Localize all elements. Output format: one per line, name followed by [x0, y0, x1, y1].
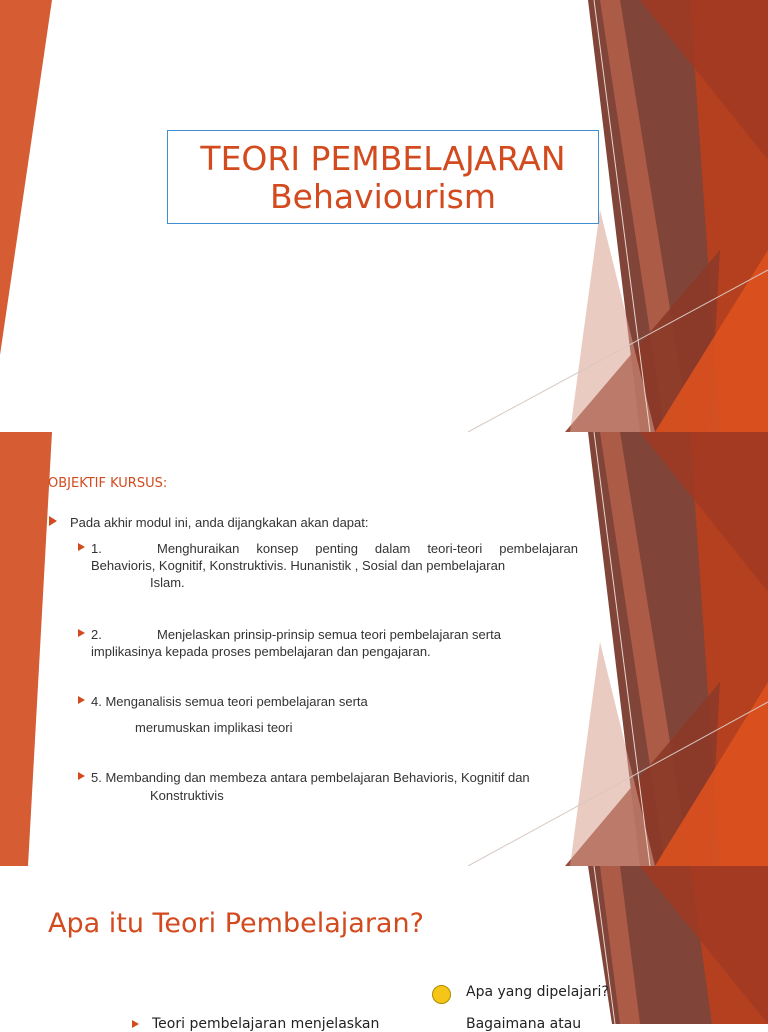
- slide-title: [0, 0, 768, 432]
- title-box: [167, 130, 599, 224]
- objective-2-body: Menjelaskan prinsip-prinsip semua teori pembelajaran serta implikasinya kepada proses pembelajaran dan pengajaran.: [91, 627, 501, 659]
- sub-bullet-icon: [78, 696, 85, 704]
- objective-1-continuation: Islam.: [150, 575, 185, 590]
- circle-bullet-icon: [432, 985, 451, 1004]
- objective-5-line2: Konstruktivis: [150, 788, 224, 803]
- objective-4-line2: merumuskan implikasi teori: [135, 720, 293, 735]
- objective-2-text: [91, 626, 571, 660]
- slide-title-line1: TEORI PEMBELAJARAN: [200, 139, 566, 178]
- slide-what-is: [0, 866, 768, 1024]
- bullet-icon: [49, 516, 57, 526]
- objective-1-number: 1.: [91, 541, 102, 556]
- slide-title-line2: Behaviourism: [270, 177, 496, 216]
- objectives-intro: Pada akhir modul ini, anda dijangkakan akan dapat:: [70, 515, 369, 530]
- objective-1-text: [91, 540, 578, 574]
- slide-decoration: [0, 866, 768, 1024]
- sub-bullet-icon: [78, 543, 85, 551]
- objective-2-number: 2.: [91, 627, 102, 642]
- objective-5-line1: 5. Membanding dan membeza antara pembelajaran Behavioris, Kognitif dan: [91, 770, 530, 785]
- sub-bullet-icon: [78, 629, 85, 637]
- objective-4-line1: 4. Menganalisis semua teori pembelajaran serta: [91, 694, 368, 709]
- cut-text-left: Teori pembelajaran menjelaskan: [152, 1016, 380, 1032]
- objectives-heading: OBJEKTIF KURSUS:: [48, 476, 168, 491]
- question-text: Apa yang dipelajari?: [466, 984, 609, 1000]
- sub-bullet-icon: [78, 772, 85, 780]
- objective-1-body: Menghuraikan konsep penting dalam teori-teori pembelajaran Behavioris, Kognitif, Konstruktivis. Hunanistik , Sosial dan pembelajaran: [91, 541, 578, 573]
- sub-bullet-icon: [132, 1020, 139, 1028]
- slide3-title: Apa itu Teori Pembelajaran?: [48, 908, 424, 939]
- cut-text-right: Bagaimana atau: [466, 1016, 582, 1032]
